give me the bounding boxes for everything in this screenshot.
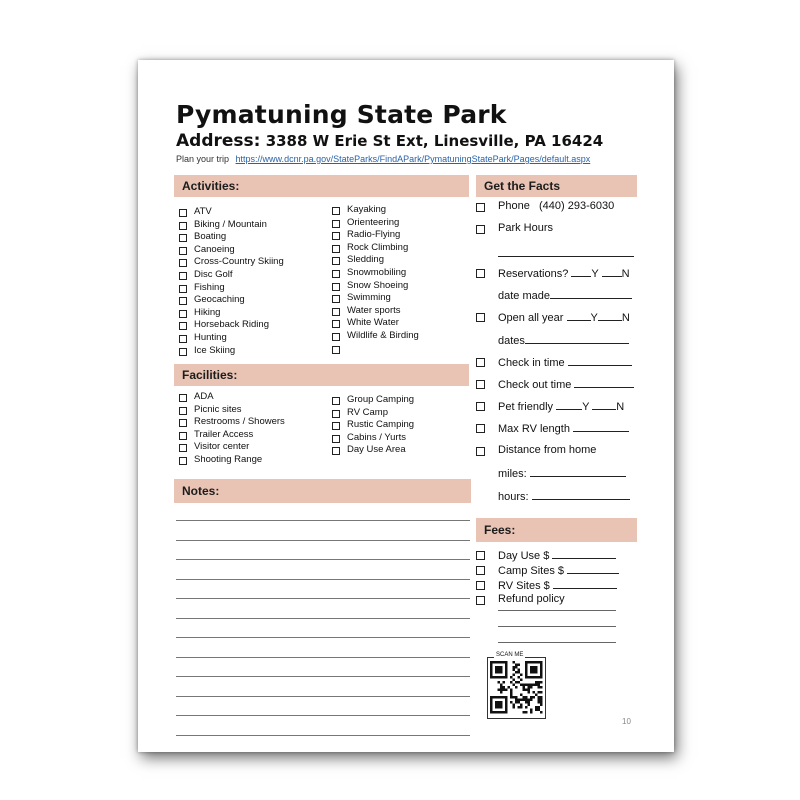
hours-row (498, 489, 630, 503)
phone-number: (440) 293-6030 (538, 200, 615, 212)
checklist-item[interactable] (329, 330, 419, 343)
checkbox[interactable] (476, 402, 485, 411)
pet-friendly-label: Pet friendly (498, 401, 554, 413)
checklist-label: Disc Golf (194, 268, 233, 280)
pet-n-blank[interactable] (592, 399, 616, 410)
open-n-blank[interactable] (598, 310, 622, 321)
checkbox[interactable] (476, 596, 485, 605)
checklist-item[interactable] (329, 419, 414, 432)
rv-sites-blank[interactable] (553, 578, 617, 589)
checklist-item[interactable] (329, 254, 419, 267)
checkbox[interactable] (332, 435, 340, 443)
reservations-y-blank[interactable] (571, 266, 591, 277)
checklist-label: Group Camping (347, 394, 415, 405)
note-line[interactable] (176, 696, 470, 697)
checklist-label: Cabins / Yurts (347, 431, 406, 443)
plan-your-trip (176, 154, 590, 164)
checklist-label: Radio-Flying (347, 229, 401, 241)
checkbox[interactable] (476, 358, 485, 367)
check-out-label: Check out time (498, 379, 572, 391)
checklist-label: Restrooms / Showers (194, 416, 285, 428)
facilities-list-right (329, 394, 414, 457)
camp-sites-label: Camp Sites $ (498, 565, 565, 577)
checkbox[interactable] (179, 407, 187, 415)
checklist-item[interactable] (329, 444, 414, 457)
checklist-item[interactable] (329, 242, 419, 255)
dates-row (498, 333, 629, 347)
checkbox[interactable] (179, 322, 187, 330)
refund-label: Refund policy (498, 593, 565, 605)
checkbox[interactable] (332, 232, 340, 240)
note-line[interactable] (176, 598, 470, 599)
checklist-label: Ice Skiing (194, 344, 236, 356)
checklist-item[interactable] (329, 267, 419, 280)
worksheet-page (138, 60, 674, 752)
dates-blank[interactable] (525, 333, 629, 344)
checkbox[interactable] (332, 295, 340, 303)
checklist-item[interactable] (176, 345, 284, 358)
checkbox[interactable] (332, 283, 340, 291)
checklist-label: Snowmobiling (347, 266, 407, 278)
checklist-item[interactable] (329, 432, 414, 445)
checklist-item[interactable] (329, 343, 419, 356)
checklist-item[interactable] (329, 394, 414, 407)
checkbox[interactable] (179, 247, 187, 255)
checklist-label: Geocaching (194, 294, 245, 306)
checklist-label: Sledding (347, 254, 384, 266)
checkbox[interactable] (332, 257, 340, 265)
checklist-item[interactable] (176, 231, 284, 244)
pet-y-blank[interactable] (556, 399, 582, 410)
checkbox[interactable] (476, 424, 485, 433)
checklist-label: Horseback Riding (194, 319, 269, 331)
checklist-label: Wildlife & Birding (347, 329, 419, 341)
check-out-blank[interactable] (574, 377, 634, 388)
checklist-label: Cross-Country Skiing (194, 256, 284, 268)
checkbox[interactable] (179, 335, 187, 343)
park-website-link[interactable]: https://www.dcnr.pa.gov/StateParks/FindAPark/PymatuningStatePark/Pages/default.aspx (235, 154, 591, 164)
qr-label: SCAN ME (496, 652, 524, 658)
note-line[interactable] (176, 540, 470, 541)
checklist-label: Canoeing (194, 243, 235, 255)
n-label: N (621, 268, 630, 280)
plan-label: Plan your trip (176, 154, 230, 164)
checklist-item[interactable] (329, 280, 419, 293)
checkbox[interactable] (179, 432, 187, 440)
check-in-label: Check in time (498, 357, 565, 369)
address-label: Address: (176, 131, 261, 151)
checklist-item[interactable] (176, 256, 284, 269)
checklist-item[interactable] (176, 307, 284, 320)
checkbox[interactable] (179, 348, 187, 356)
page-title: Pymatuning State Park (176, 100, 507, 129)
activities-list-right (329, 204, 419, 355)
checklist-item[interactable] (329, 217, 419, 230)
note-line[interactable] (176, 618, 470, 619)
open-y-blank[interactable] (567, 310, 591, 321)
park-hours-label: Park Hours (498, 222, 554, 234)
checklist-label: Rustic Camping (347, 419, 415, 431)
note-line[interactable] (176, 579, 470, 580)
checkbox[interactable] (332, 397, 340, 405)
note-line[interactable] (176, 735, 470, 736)
checklist-label: Kayaking (347, 204, 387, 215)
notes-heading: Notes: (174, 479, 471, 503)
checklist-item[interactable] (176, 269, 284, 282)
refund-blank-1[interactable] (498, 610, 616, 611)
date-made-blank[interactable] (550, 288, 632, 299)
miles-label: miles: (498, 468, 527, 480)
checkbox[interactable] (332, 447, 340, 455)
max-rv-blank[interactable] (573, 421, 629, 432)
note-line[interactable] (176, 520, 470, 521)
distance-label: Distance from home (498, 444, 597, 456)
checklist-label: Visitor center (194, 441, 250, 453)
checklist-item[interactable] (176, 244, 284, 257)
checkbox[interactable] (179, 310, 187, 318)
checklist-label: Hunting (194, 331, 227, 343)
checkbox[interactable] (476, 313, 485, 322)
activities-list-left (176, 206, 284, 357)
checkbox[interactable] (179, 297, 187, 305)
checkbox[interactable] (332, 410, 340, 418)
note-line[interactable] (176, 676, 470, 677)
checkbox[interactable] (179, 419, 187, 427)
checklist-item[interactable] (176, 282, 284, 295)
checkbox[interactable] (476, 581, 485, 590)
phone-label: Phone (498, 200, 530, 212)
checklist-item[interactable] (176, 454, 285, 467)
address-value: 3388 W Erie St Ext, Linesville, PA 16424 (265, 132, 604, 150)
dates-label: dates (498, 335, 525, 347)
checkbox[interactable] (332, 245, 340, 253)
max-rv-label: Max RV length (498, 423, 570, 435)
checklist-item[interactable] (176, 219, 284, 232)
miles-blank[interactable] (530, 466, 626, 477)
checkbox[interactable] (179, 444, 187, 452)
checklist-item[interactable] (176, 429, 285, 442)
checkbox[interactable] (332, 220, 340, 228)
reservations-label: Reservations? (498, 268, 569, 280)
checklist-label: Biking / Mountain (194, 218, 267, 230)
date-made-label: date made (498, 290, 550, 302)
checklist-item[interactable] (329, 229, 419, 242)
camp-sites-blank[interactable] (567, 563, 619, 574)
checklist-label: RV Camp (347, 406, 389, 418)
checkbox[interactable] (476, 551, 485, 560)
day-use-label: Day Use $ (498, 550, 550, 562)
checkbox[interactable] (332, 308, 340, 316)
checklist-item[interactable] (176, 404, 285, 417)
checklist-label: Water sports (347, 304, 401, 316)
n-label: N (616, 401, 625, 413)
facilities-list-left (176, 391, 285, 467)
qr-code-icon[interactable] (487, 657, 546, 719)
checklist-item[interactable] (176, 441, 285, 454)
checklist-item[interactable] (329, 204, 419, 217)
checkbox[interactable] (332, 346, 340, 354)
checklist-item[interactable] (329, 317, 419, 330)
checklist-label: Orienteering (347, 216, 400, 228)
checkbox[interactable] (179, 234, 187, 242)
reservations-n-blank[interactable] (602, 266, 622, 277)
park-hours-blank[interactable] (498, 246, 634, 257)
checklist-item[interactable] (176, 332, 284, 345)
checkbox[interactable] (476, 447, 485, 456)
checkbox[interactable] (332, 333, 340, 341)
day-use-blank[interactable] (552, 548, 616, 559)
note-line[interactable] (176, 559, 470, 560)
y-label: Y (591, 268, 599, 280)
note-line[interactable] (176, 657, 470, 658)
page-number: 10 (622, 717, 631, 726)
note-line[interactable] (176, 637, 470, 638)
open-all-year-label: Open all year (498, 312, 564, 324)
checkbox[interactable] (179, 285, 187, 293)
checklist-label: Picnic sites (194, 403, 242, 415)
checklist-item[interactable] (329, 407, 414, 420)
y-label: Y (582, 401, 590, 413)
checkbox[interactable] (179, 209, 187, 217)
rv-sites-label: RV Sites $ (498, 580, 550, 592)
checklist-label: ATV (194, 206, 212, 217)
checklist-label: Snow Shoeing (347, 279, 409, 291)
checklist-label: Hiking (194, 306, 221, 318)
checkbox[interactable] (332, 207, 340, 215)
facts-heading: Get the Facts (476, 175, 637, 197)
checklist-label: Shooting Range (194, 453, 263, 465)
fees-heading: Fees: (476, 518, 637, 542)
checkbox[interactable] (476, 566, 485, 575)
date-made-row (498, 288, 632, 302)
checklist-label: Rock Climbing (347, 241, 409, 253)
checklist-label: Trailer Access (194, 428, 254, 440)
checkbox[interactable] (476, 269, 485, 278)
checkbox[interactable] (179, 259, 187, 267)
miles-row (498, 466, 626, 480)
facilities-heading: Facilities: (174, 364, 469, 386)
hours-blank[interactable] (532, 489, 630, 500)
checkbox[interactable] (179, 457, 187, 465)
n-label: N (621, 312, 630, 324)
checkbox[interactable] (332, 270, 340, 278)
checklist-label: ADA (194, 391, 214, 402)
checkbox[interactable] (332, 320, 340, 328)
checklist-item[interactable] (329, 292, 419, 305)
checkbox[interactable] (332, 422, 340, 430)
refund-blank-3[interactable] (498, 642, 616, 643)
checklist-label: Day Use Area (347, 444, 406, 456)
checkbox[interactable] (179, 272, 187, 280)
checklist-item[interactable] (176, 206, 284, 219)
check-in-blank[interactable] (568, 355, 632, 366)
checkbox[interactable] (476, 380, 485, 389)
checkbox[interactable] (179, 394, 187, 402)
checklist-item[interactable] (176, 391, 285, 404)
checklist-label: Swimming (347, 292, 391, 304)
checkbox[interactable] (179, 222, 187, 230)
y-label: Y (590, 312, 598, 324)
checkbox[interactable] (476, 203, 485, 212)
checklist-item[interactable] (329, 305, 419, 318)
checklist-item[interactable] (176, 294, 284, 307)
checklist-label: Boating (194, 231, 227, 243)
checklist-item[interactable] (176, 319, 284, 332)
refund-blank-2[interactable] (498, 626, 616, 627)
note-line[interactable] (176, 715, 470, 716)
checklist-label: Fishing (194, 281, 225, 293)
checklist-item[interactable] (176, 416, 285, 429)
checkbox[interactable] (476, 225, 485, 234)
checklist-label: White Water (347, 317, 399, 329)
activities-heading: Activities: (174, 175, 469, 197)
park-address (176, 131, 603, 151)
hours-label: hours: (498, 491, 529, 503)
